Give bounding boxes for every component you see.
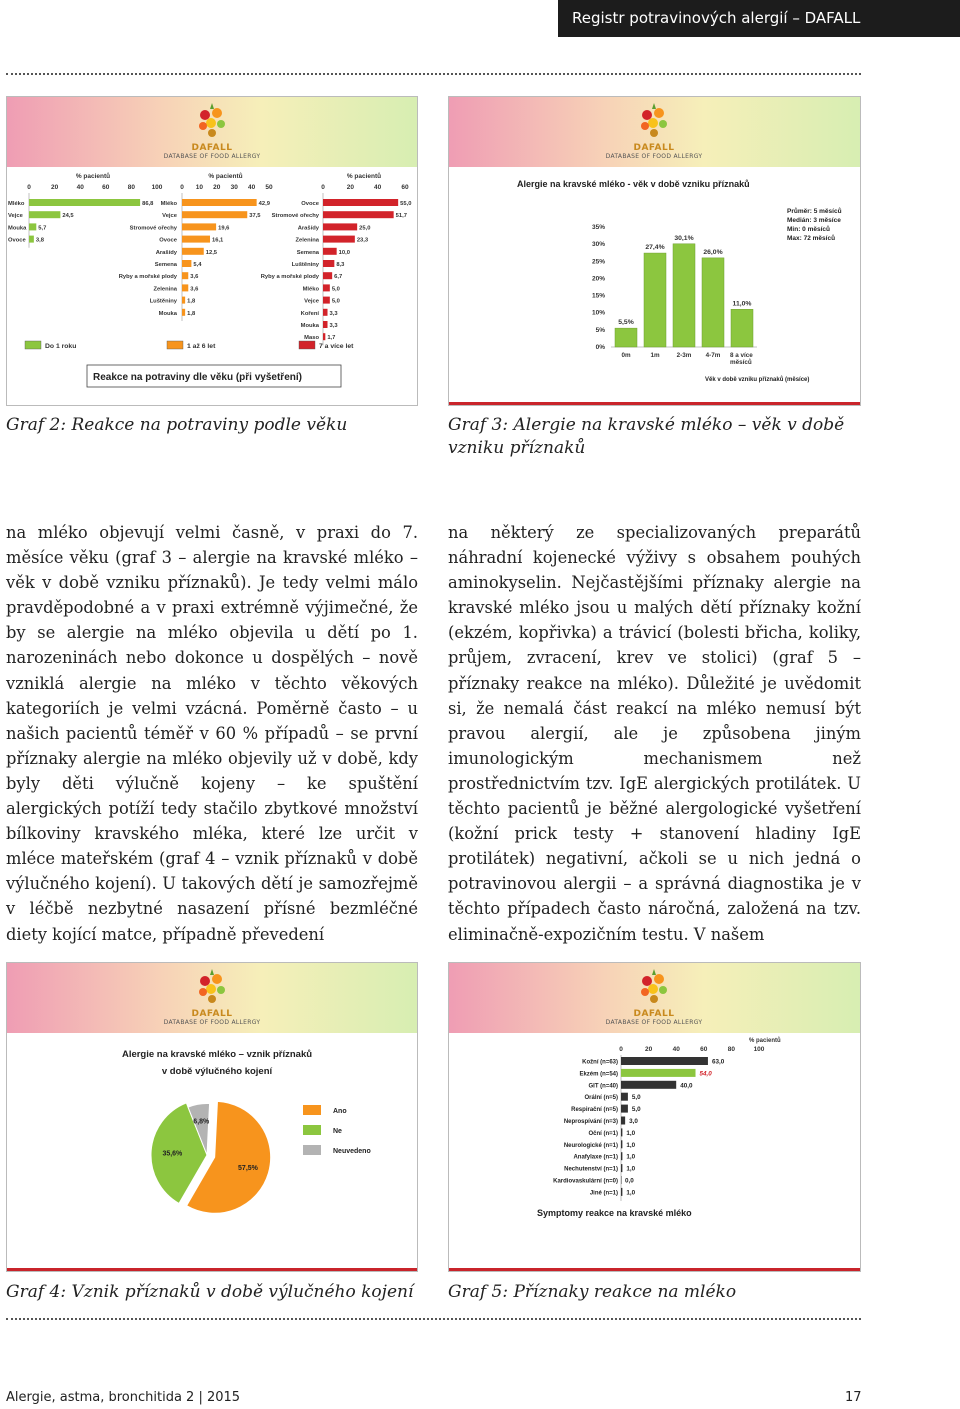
bar — [323, 309, 328, 316]
tick-label: 60 — [401, 184, 409, 191]
paragraph: na mléko objevují velmi časně, v praxi do 7. měsíce věku (graf 3 – alergie na kravské mléko – věk v době vzniku příznaků). Je tedy velmi málo pravděpodobné a v praxi extrémně výjimečné, že by se alergie na mléko objevila u dětí po 1. narozeninách nebo dokonce u dospělých – nově vzniklá alergie na mléko v těchto věkových kategoriích je velmi vzácná. Poměrně často – u našich pacientů téměř v 60 % případů – se první příznaky alergie na mléko objevily už v době, kdy byly děti výlučně kojeny – ke spuštění alergických potíží tedy stačilo zbytkové množství bílkoviny kravského mléka, které lze určit v mléce mateřském (graf 4 – vznik příznaků v době výlučného kojení). U takových dětí je samozřejmě v léčbě nezbytné nasazení přísné bezmléčné diety kojící matce, případně převedení — [6, 523, 418, 944]
graf5-bottom-stripe — [449, 1268, 860, 1271]
tick-label: 60 — [700, 1046, 708, 1053]
data-label: 19,6 — [218, 225, 230, 232]
category-label: Zelenina — [295, 237, 319, 244]
tick-label: 60 — [102, 184, 110, 191]
chart-title: Reakce na potraviny dle věku (při vyšetření) — [93, 372, 302, 383]
category-label: Respirační (n=5) — [571, 1107, 618, 1114]
graf4-chart — [7, 1035, 417, 1272]
data-label: 27,4% — [645, 244, 665, 252]
data-label: 10,0 — [338, 249, 350, 256]
legend-label: Ne — [333, 1128, 342, 1135]
category-label: Vejce — [304, 298, 319, 305]
data-label: 5,0 — [631, 1106, 641, 1114]
bar — [621, 1164, 622, 1172]
bar — [621, 1057, 708, 1065]
category-label: měsíců — [730, 359, 752, 366]
data-label: 5,0 — [331, 298, 340, 305]
logo-subtitle: DATABASE OF FOOD ALLERGY — [605, 1019, 703, 1026]
data-label: 5,7 — [38, 225, 47, 232]
tick-label: 20% — [591, 275, 605, 283]
bar — [323, 260, 334, 267]
logo-subtitle: DATABASE OF FOOD ALLERGY — [163, 1019, 261, 1026]
data-label: 55,0 — [400, 201, 412, 207]
category-label: Neprospívání (n=3) — [563, 1119, 618, 1125]
logo-subtitle: DATABASE OF FOOD ALLERGY — [605, 153, 703, 160]
data-label: 8,3 — [336, 262, 345, 268]
category-label: Ryby a mořské plody — [260, 274, 319, 281]
data-label: 1,7 — [327, 335, 336, 342]
stat-line: Max: 72 měsíců — [787, 235, 836, 242]
bar — [29, 211, 60, 218]
category-label: Mléko — [8, 201, 25, 207]
graf5-chart — [449, 1035, 860, 1272]
graf4-bottom-stripe — [7, 1268, 417, 1271]
category-label: Mouka — [300, 323, 319, 329]
data-label: 40,0 — [680, 1082, 693, 1090]
data-label: 3,3 — [329, 310, 338, 317]
bar — [731, 309, 753, 347]
data-label: 1,0 — [626, 1153, 636, 1161]
bar — [29, 236, 34, 243]
category-label: Luštěniny — [149, 298, 177, 305]
bar — [323, 223, 357, 230]
slice-label: 6,8% — [193, 1118, 210, 1126]
data-label: 1,0 — [626, 1141, 636, 1149]
bar — [182, 309, 185, 316]
category-label: GIT (n=40) — [588, 1083, 618, 1090]
category-label: Neurologické (n=1) — [563, 1142, 618, 1149]
category-label: Stromové ořechy — [271, 213, 319, 220]
graf3-bottom-stripe — [449, 402, 860, 405]
bar — [621, 1105, 628, 1113]
tick-label: 20 — [50, 184, 59, 191]
data-label: 5,0 — [631, 1094, 641, 1102]
category-label: 0m — [621, 352, 631, 359]
tick-label: 80 — [727, 1046, 736, 1053]
category-label: Mléko — [160, 201, 177, 207]
logo-subtitle: DATABASE OF FOOD ALLERGY — [163, 153, 261, 160]
data-label: 3,6 — [190, 274, 199, 281]
legend-swatch — [25, 341, 41, 349]
bar — [29, 199, 140, 206]
graf5-panel — [448, 962, 861, 1272]
tick-label: 100 — [753, 1046, 765, 1053]
category-label: Orální (n=5) — [584, 1095, 618, 1102]
graf4-caption: Graf 4: Vznik příznaků v době výlučného kojení — [6, 1282, 414, 1302]
bar — [182, 223, 216, 230]
tick-label: 15% — [591, 292, 605, 300]
category-label: Jiné (n=1) — [589, 1190, 618, 1197]
legend-label: Do 1 roku — [45, 343, 77, 350]
paragraph: na některý ze specializovaných preparátů náhradní kojenecké výživy s obsahem pouhých aminokyselin. Nejčastějšími příznaky alergie na kravské mléko jsou u malých dětí příznaky kožní (ekzém, kopřivka) a trávicí (bolesti břicha, koliky, průjem, zvracení, krev ve stolici) (graf 5 – příznaky reakce na mléko). Důležité je uvědomit si, že nemalá část reakcí na mléko nemusí být pravou alergií, ale je způsobena jiným imunologickým mechanismem než prostřednictvím tzv. IgE alergických protilátek. U těchto pacientů je běžné alergologické vyšetření (kožní prick testy + stanovení hladiny IgE protilátek) negativní, ačkoli se u nich jedná o potravinovou alergii – a správná diagnostika je v těchto případech často náročná, založená na tzv. eliminačně-expozičním testu. V našem — [448, 523, 861, 944]
tick-label: 5% — [595, 326, 605, 334]
bar — [621, 1093, 628, 1101]
legend-swatch — [303, 1105, 321, 1115]
data-label: 11,0% — [732, 300, 752, 308]
bar — [182, 284, 188, 291]
dafall-logo-icon — [637, 103, 671, 139]
bar — [621, 1069, 696, 1077]
data-label: 1,0 — [626, 1129, 636, 1137]
bar — [644, 253, 666, 347]
category-label: Semena — [296, 249, 319, 256]
data-label: 23,3 — [356, 237, 369, 244]
graf4-panel — [6, 962, 418, 1272]
dafall-logo-icon — [195, 103, 229, 139]
data-label: 25,0 — [359, 225, 371, 232]
tick-label: 0 — [180, 184, 184, 191]
category-label: Semena — [154, 262, 177, 268]
category-label: Luštěniny — [291, 262, 319, 268]
bar — [182, 236, 210, 243]
graf5-logo — [604, 969, 704, 1026]
tick-label: 25% — [591, 258, 605, 266]
data-label: 3,3 — [329, 323, 338, 329]
chart-title: v době výlučného kojení — [161, 1066, 273, 1077]
legend-swatch — [167, 341, 183, 349]
category-label: Mouka — [8, 225, 27, 232]
bar — [673, 244, 695, 347]
stat-line: Min: 0 měsíců — [787, 226, 830, 233]
category-label: Stromové ořechy — [129, 225, 177, 232]
bar — [323, 199, 398, 206]
bar — [323, 211, 394, 218]
category-label: 8 a více — [730, 352, 753, 359]
slice-label: 35,6% — [162, 1150, 183, 1158]
dafall-logo-icon — [637, 969, 671, 1005]
bar — [182, 199, 257, 206]
bar — [182, 248, 204, 255]
data-label: 24,5 — [62, 213, 74, 220]
data-label: 30,1% — [674, 234, 694, 242]
category-label: Vejce — [162, 213, 177, 220]
chart-title: Alergie na kravské mléko – vznik příznaků — [121, 1049, 313, 1060]
bar — [323, 272, 332, 279]
category-label: Kardiovaskulární (n=0) — [553, 1178, 618, 1185]
stat-line: Průměr: 5 měsíců — [787, 208, 842, 215]
legend-label: 1 až 6 let — [187, 343, 216, 350]
data-label: 3,0 — [629, 1118, 638, 1125]
page-number: 17 — [845, 1390, 862, 1405]
legend-label: Ano — [333, 1108, 347, 1115]
bar — [182, 297, 185, 304]
stat-line: Medián: 3 měsíce — [787, 217, 841, 224]
text-column-left — [6, 520, 418, 947]
axis-title: % pacientů — [346, 173, 382, 180]
data-label: 1,0 — [626, 1189, 636, 1197]
data-label: 54,0 — [699, 1070, 712, 1078]
legend-label: 7 a více let — [319, 343, 354, 350]
axis-title: Věk v době vzniku příznaků (měsíce) — [705, 377, 810, 383]
category-label: Ovoce — [8, 237, 26, 244]
tick-label: 40 — [76, 184, 84, 191]
graf3-logo — [604, 103, 704, 160]
footer-journal: Alergie, astma, bronchitida 2 | 2015 — [6, 1390, 241, 1405]
category-label: Anafylaxe (n=1) — [573, 1154, 618, 1161]
chart-title: Symptomy reakce na kravské mléko — [537, 1208, 692, 1218]
tick-label: 100 — [151, 184, 163, 191]
data-label: 42,9 — [258, 201, 270, 207]
tick-label: 0 — [619, 1046, 623, 1053]
bar — [615, 328, 637, 347]
graf2-chart — [7, 169, 417, 406]
tick-label: 50 — [265, 184, 273, 191]
data-label: 37,5 — [249, 213, 261, 220]
data-label: 5,4 — [193, 262, 202, 268]
legend-swatch — [303, 1125, 321, 1135]
data-label: 26,0% — [703, 248, 723, 256]
category-label: 1m — [650, 352, 660, 359]
category-label: 4-7m — [705, 352, 721, 359]
tick-label: 0 — [27, 184, 31, 191]
category-label: Ryby a mořské plody — [118, 274, 177, 281]
top-divider — [6, 73, 861, 75]
tick-label: 10% — [591, 309, 605, 317]
tick-label: 20 — [213, 184, 221, 191]
graf5-caption: Graf 5: Příznaky reakce na mléko — [448, 1282, 737, 1302]
category-label: Ovoce — [301, 201, 319, 207]
tick-label: 10 — [195, 184, 204, 191]
data-label: 3,8 — [35, 237, 44, 244]
logo-brand: DAFALL — [633, 1009, 675, 1019]
legend-swatch — [299, 341, 315, 349]
graf2-panel — [6, 96, 418, 406]
data-label: 3,6 — [190, 286, 199, 293]
category-label: Vejce — [8, 213, 23, 220]
data-label: 1,8 — [187, 298, 196, 305]
bar — [182, 272, 188, 279]
category-label: Mléko — [302, 286, 319, 293]
data-label: 0,0 — [625, 1177, 634, 1185]
tick-label: 80 — [127, 184, 136, 191]
legend-swatch — [303, 1145, 321, 1155]
data-label: 63,0 — [711, 1058, 725, 1066]
graf3-panel — [448, 96, 861, 406]
tick-label: 20 — [346, 184, 354, 191]
data-label: 5,5% — [618, 319, 634, 327]
bar — [621, 1140, 622, 1148]
bar — [621, 1128, 622, 1136]
axis-title: % pacientů — [208, 173, 243, 180]
axis-title: % pacientů — [75, 173, 111, 180]
bar — [323, 284, 330, 291]
journal-header: Registr potravinových alergií – DAFALL — [558, 0, 960, 37]
graf4-logo — [162, 969, 262, 1026]
data-label: 1,0 — [626, 1165, 636, 1173]
legend-label: Neuvedeno — [333, 1148, 371, 1155]
bar — [621, 1117, 625, 1125]
tick-label: 0 — [321, 184, 325, 191]
tick-label: 30% — [591, 241, 605, 249]
graf2-caption: Graf 2: Reakce na potraviny podle věku — [6, 415, 348, 435]
graf3-caption: Graf 3: Alergie na kravské mléko – věk v době vzniku příznaků — [448, 415, 845, 458]
bar — [182, 260, 191, 267]
data-label: 86,8 — [142, 201, 154, 207]
tick-label: 35% — [591, 224, 605, 231]
category-label: Arašídy — [155, 249, 177, 256]
data-label: 1,8 — [187, 310, 196, 317]
category-label: Mouka — [158, 310, 177, 317]
bar — [621, 1176, 622, 1184]
category-label: Ovoce — [159, 237, 177, 244]
tick-label: 0% — [595, 344, 605, 351]
bottom-divider — [6, 1318, 861, 1320]
data-label: 51,7 — [395, 213, 407, 220]
data-label: 5,0 — [331, 286, 340, 293]
category-label: Koření — [300, 310, 319, 317]
category-label: Oční (n=1) — [588, 1130, 618, 1137]
data-label: 16,1 — [212, 237, 224, 244]
bar — [323, 321, 328, 328]
category-label: Nechutenství (n=1) — [564, 1166, 618, 1173]
logo-brand: DAFALL — [633, 143, 675, 153]
category-label: Kožní (n=63) — [582, 1059, 618, 1066]
bar — [182, 211, 247, 218]
tick-label: 20 — [644, 1046, 653, 1053]
logo-brand: DAFALL — [191, 1009, 233, 1019]
data-label: 6,7 — [334, 274, 343, 281]
category-label: Maso — [304, 335, 319, 342]
graf3-chart — [449, 169, 860, 406]
tick-label: 40 — [374, 184, 382, 191]
bar — [621, 1152, 622, 1160]
bar — [323, 333, 325, 340]
chart-title: Alergie na kravské mléko - věk v době vzniku příznaků — [517, 179, 750, 189]
graf2-logo — [162, 103, 262, 160]
logo-brand: DAFALL — [191, 143, 233, 153]
bar — [29, 223, 36, 230]
bar — [323, 248, 337, 255]
text-column-right — [448, 520, 861, 947]
bar — [323, 236, 355, 243]
slice-label: 57,5% — [238, 1165, 258, 1173]
tick-label: 30 — [230, 184, 238, 191]
category-label: Zelenina — [153, 286, 177, 293]
axis-title: % pacientů — [749, 1038, 781, 1044]
tick-label: 40 — [247, 184, 256, 191]
bar — [621, 1188, 622, 1196]
category-label: 2-3m — [676, 352, 692, 359]
category-label: Arašídy — [297, 225, 319, 232]
data-label: 12,5 — [205, 249, 218, 256]
dafall-logo-icon — [195, 969, 229, 1005]
tick-label: 40 — [672, 1046, 680, 1053]
bar — [323, 297, 330, 304]
bar — [621, 1081, 676, 1089]
category-label: Ekzém (n=54) — [579, 1071, 618, 1078]
bar — [702, 258, 724, 347]
